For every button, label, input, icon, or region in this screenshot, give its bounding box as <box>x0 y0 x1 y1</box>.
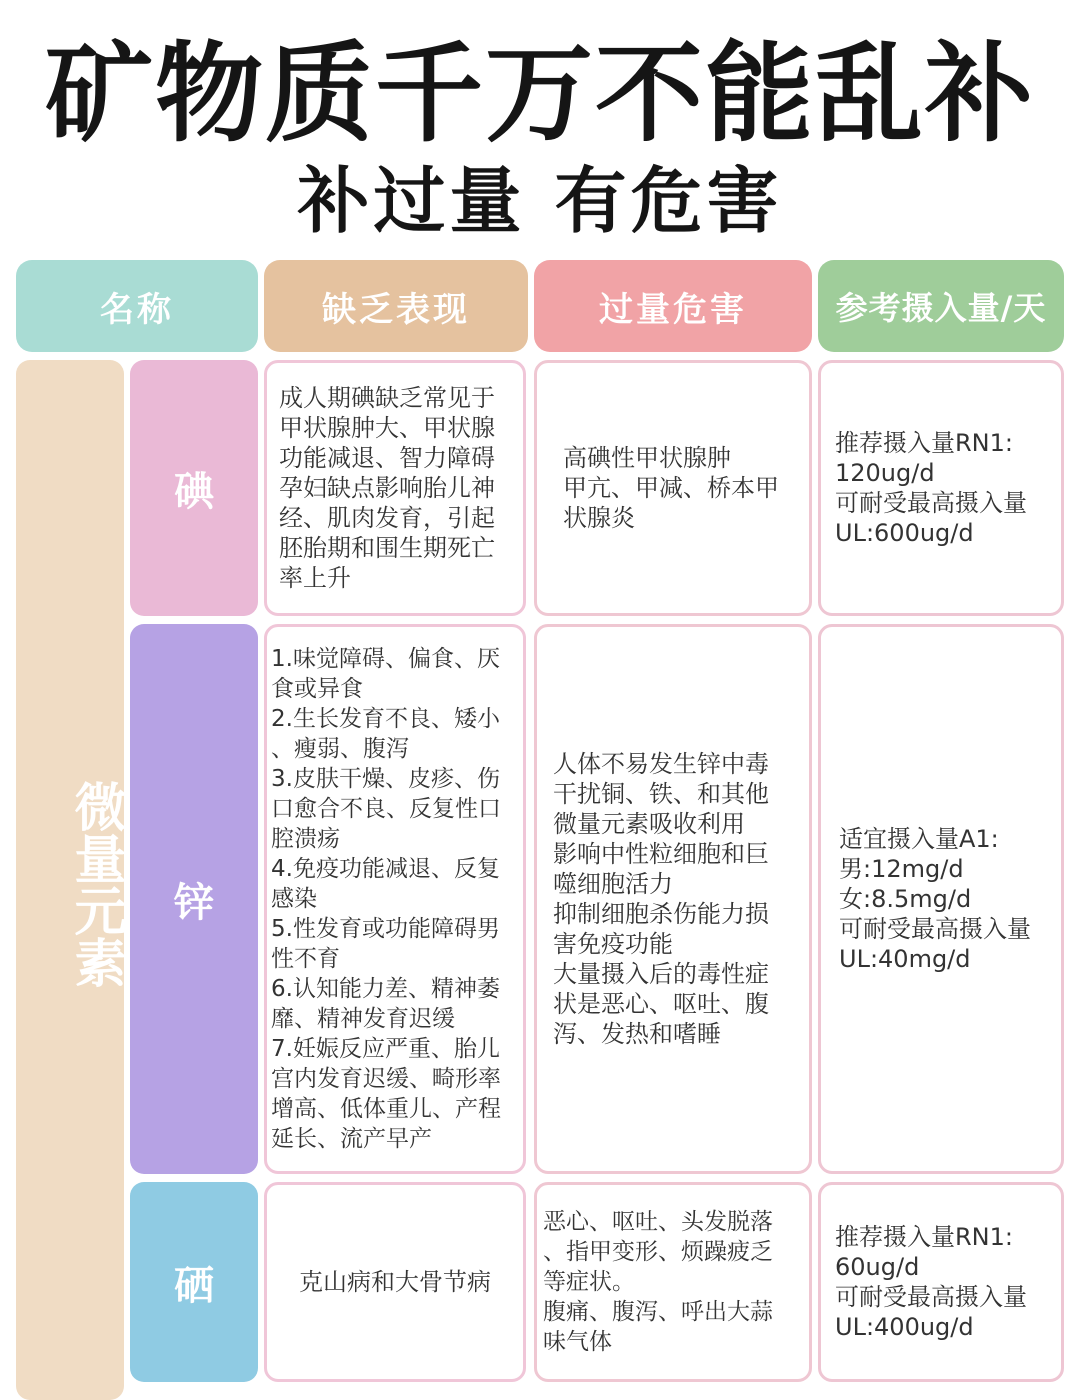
iodine-overdose-cell <box>534 360 812 616</box>
iodine-overdose-text: 高碘性甲状腺肿 甲亢、甲减、桥本甲 状腺炎 <box>563 444 779 532</box>
iodine-intake-cell <box>818 360 1064 616</box>
iodine-intake-text: 推荐摄入量RN1: 120ug/d 可耐受最高摄入量 UL:600ug/d <box>835 429 1027 547</box>
zinc-overdose-text: 人体不易发生锌中毒 干扰铜、铁、和其他 微量元素吸收利用 影响中性粒细胞和巨 噬细胞活力 抑制细胞杀伤能力损 害免疫功能 大量摄入后的毒性症 状是恶心、呕吐、腹 泻、发热和嗜睡 <box>553 750 769 1048</box>
iodine-deficiency-cell <box>264 360 526 616</box>
category-trace-elements <box>16 360 124 1400</box>
element-iodine: 碘 <box>130 360 258 616</box>
zinc-intake-cell <box>818 624 1064 1174</box>
header-overdose: 过量危害 <box>534 260 812 352</box>
selenium-deficiency-cell <box>264 1182 526 1382</box>
iodine-deficiency-text: 成人期碘缺乏常见于 甲状腺肿大、甲状腺 功能减退、智力障碍 孕妇缺点影响胎儿神 经、肌肉发育，引起 胚胎期和围生期死亡 率上升 <box>279 384 495 592</box>
zinc-deficiency-text: 1.味觉障碍、偏食、厌 食或异食 2.生长发育不良、矮小 、瘦弱、腹泻 3.皮肤干燥、皮疹、伤 口愈合不良、反复性口 腔溃疡 4.免疫功能减退、反复 感染 5.性发育或功能障碍男 性不育 6.认知能力差、精神萎 靡、精神发育迟缓 7.妊娠反应严重、胎儿 宫内发育迟缓、畸形率 增高、低体重儿、产程 延长、流产早产 <box>271 646 501 1152</box>
selenium-deficiency-text: 克山病和大骨节病 <box>299 1268 491 1296</box>
category-label: 微量元素 <box>65 780 125 988</box>
header-name: 名称 <box>16 260 258 352</box>
selenium-overdose-cell <box>534 1182 812 1382</box>
page-title: 矿物质千万不能乱补 <box>44 32 1035 157</box>
element-zinc: 锌 <box>130 624 258 1174</box>
selenium-overdose-text: 恶心、呕吐、头发脱落 、指甲变形、烦躁疲乏 等症状。 腹痛、腹泻、呼出大蒜 味气体 <box>543 1209 773 1355</box>
selenium-intake-cell <box>818 1182 1064 1382</box>
header-intake: 参考摄入量/天 <box>818 260 1064 352</box>
header-deficiency: 缺乏表现 <box>264 260 528 352</box>
selenium-intake-text: 推荐摄入量RN1: 60ug/d 可耐受最高摄入量 UL:400ug/d <box>835 1223 1027 1341</box>
zinc-intake-text: 适宜摄入量A1: 男:12mg/d 女:8.5mg/d 可耐受最高摄入量 UL:40mg/d <box>839 825 1031 973</box>
page-subtitle: 补过量 有危害 <box>297 159 783 243</box>
element-selenium: 硒 <box>130 1182 258 1382</box>
zinc-deficiency-cell <box>264 624 526 1174</box>
zinc-overdose-cell <box>534 624 812 1174</box>
